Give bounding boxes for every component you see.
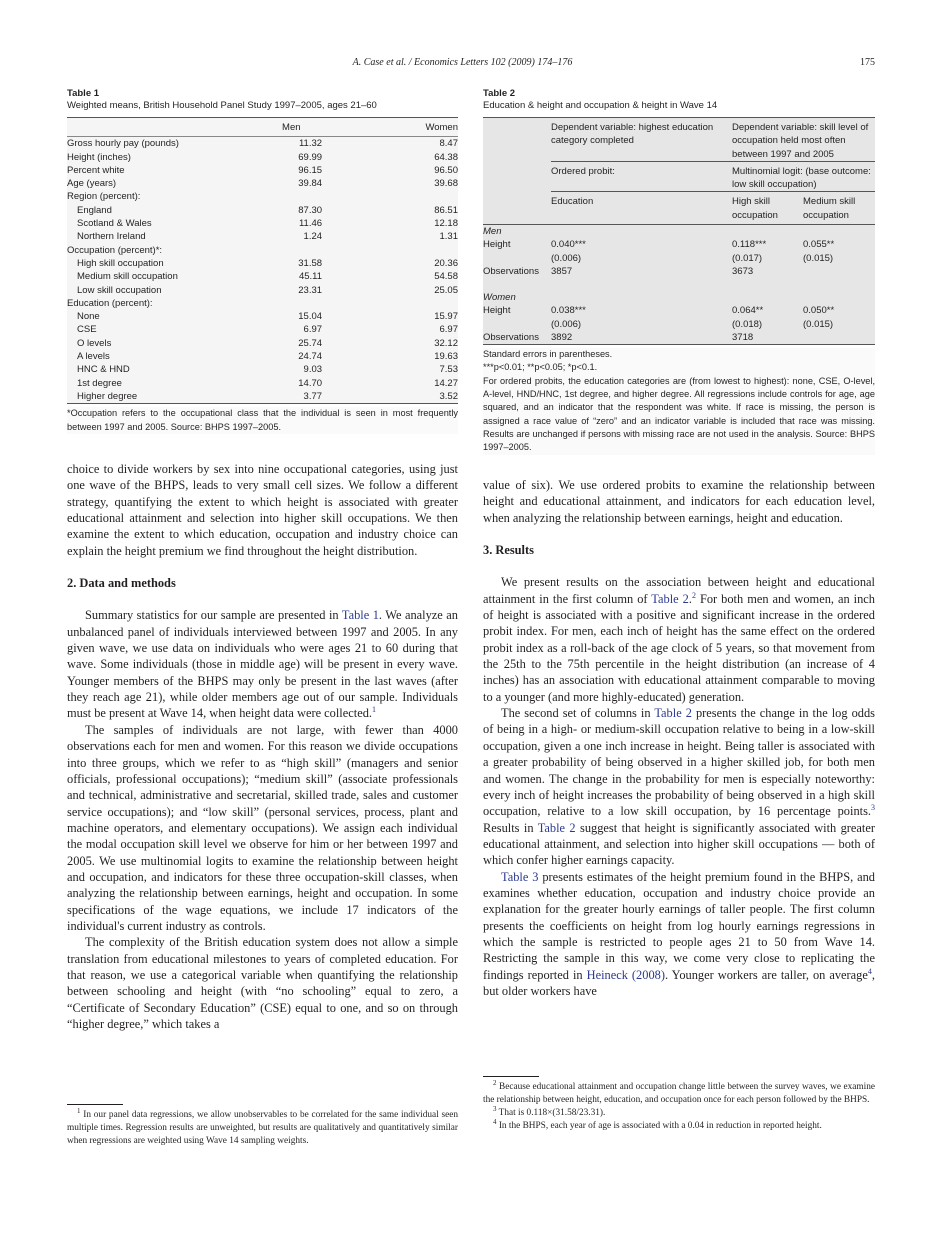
se-high-skill: (0.018) [732,318,763,330]
table-row [483,238,875,251]
table-row [67,177,458,190]
men-value: 11.46 [298,218,323,230]
table-row [67,350,458,363]
table-row [67,377,458,390]
empty-cell [483,318,551,331]
row-label: Percent white [67,164,125,176]
footnote-ref-1[interactable]: 1 [372,705,376,715]
table-1-link[interactable]: Table 1 [341,608,379,623]
obs-education: 3857 [551,265,573,277]
row-label: England [77,204,112,216]
text: Results in [483,820,538,835]
footnote-number: 1 [77,1106,81,1115]
women-value: 12.18 [434,218,458,230]
table-2-link[interactable]: Table 2 [654,706,692,721]
table-1-title: Table 1 [67,88,100,99]
paragraph: The samples of individuals are not large, with fewer than 4000 observations each for men and women. For this reason we divide occupations into three groups, which we refer to as “high skill” (managers and senior officials, professional occupations); “medium skill” (associate professionals and technical, administrative and secretarial, skilled trade, sales and customer service occupations); and “low skill” (personal services, process, plant and machine operators, and elementary occupations). We assign each individual the modal occupation skill level we observe for him or her between 1997 and 2005. We use multinomial logits to examine the relationship between height and occupation, and indicators for these three occupation-skill classes, when analyzing the relationship between earnings, height and occupation. In some specifications of the wage equations, we include 17 indicators of the individual's current industry as controls. [67,722,458,933]
table-row [67,297,458,310]
footnote-ref-2[interactable]: 2 [691,590,696,600]
men-value: 39.84 [298,178,323,190]
women-value: 64.38 [434,151,458,163]
paragraph [483,869,875,1000]
page-number: 175 [860,57,875,68]
table-2-link[interactable]: Table 2 [651,591,689,606]
men-value: 96.15 [298,164,323,176]
men-value: 9.03 [303,364,323,376]
footnote-rule [67,1104,123,1105]
row-label: O levels [77,337,112,349]
women-value: 54.58 [434,271,458,283]
women-value: 7.53 [439,364,458,376]
text: . We analyze an unbalanced panel of individuals interviewed between 1997 and 2005. In any given wave, we use data on individuals who were ages 21 to 60 during that wave. Some individuals (those in middle age) will be present in every wave. Younger members of the BHPS may only be present in the last waves (after they reach age 21), while older members age out of our sample. Individuals must be present at Wave 14, when height data were collected. [67,608,458,721]
table-row [67,137,458,151]
men-value: 6.97 [303,324,323,336]
table-row [67,390,458,404]
obs-occupation: 3673 [732,265,754,277]
women-value: 3.52 [439,390,458,402]
table-1-caption: Weighted means, British Household Panel Study 1997–2005, ages 21–60 [67,100,377,111]
row-label: High skill occupation [77,257,164,269]
row-label: Height [483,239,511,251]
text: , but older workers have [483,967,875,998]
table-2-notes [483,348,875,454]
women-value: 19.63 [434,351,458,363]
se-education: (0.006) [551,318,582,330]
row-label: Education (percent): [67,297,153,309]
table-1-note: *Occupation refers to the occupational class that the individual is seen in most frequently between 1997 and 2005. Source: BHPS 1997–2005. [67,407,458,434]
right-footnotes [483,1076,875,1133]
women-value: 96.50 [434,164,458,176]
women-value [322,297,458,310]
row-label: Region (percent): [67,191,141,203]
row-label: Height (inches) [67,151,131,163]
row-label: Observations [483,265,539,277]
footnote-text: Because educational attainment and occupation change little between the survey waves, we examine the relationship between height, education, and occupation once for each person followed by the BHPS. [483,1082,875,1105]
paragraph [483,705,875,868]
table-2 [483,88,875,455]
se-high-skill: (0.017) [732,252,763,264]
left-footnotes [67,1104,458,1148]
footnote-1 [67,1106,458,1148]
obs-occupation: 3718 [732,331,754,343]
men-value: 23.31 [298,284,323,296]
row-label: Occupation (percent)*: [67,244,163,256]
footnote-number: 2 [493,1078,497,1087]
table-row [483,265,875,278]
table-row [67,257,458,270]
women-value [322,190,458,203]
coef-education: 0.038*** [551,305,586,317]
paragraph: The complexity of the British education system does not allow a simple translation from educational milestones to years of completed education. For that reason, we use a categorical variable when quantifying the relationship between schooling and height (with “no schooling” equal to zero, a “Certificate of Secondary Education” (CSE) equal to one, and so on through “higher degree,” which takes a [67,935,458,1031]
footnote-4 [483,1117,875,1133]
row-label: Scotland & Wales [77,218,152,230]
table-row [67,363,458,376]
text: presents estimates of the height premium found in the BHPS, and examines whether education, occupation and industry choice provide an explanation for the greater hourly earnings of taller people. The first column presents the coefficients on height from log hourly earnings regressions in which the sample is restricted to people ages 21 to 50 from Wave 14. Restricting the sample in this way, we come very close to replicating the findings reported in [483,869,875,982]
table-2-note: ***p<0.01; **p<0.05; *p<0.1. [483,362,598,373]
model-multinomial-logit: Multinomial logit: (base outcome: low skill occupation) [732,161,875,192]
table-row [67,190,458,203]
row-label: Medium skill occupation [77,271,178,283]
men-value: 11.32 [298,138,323,150]
text: The second set of columns in [501,706,655,721]
table-row [67,204,458,217]
men-value: 31.58 [298,257,323,269]
men-value: 24.74 [298,351,323,363]
paragraph: choice to divide workers by sex into nine occupational categories, using just one wave of the BHPS, leads to very small cell sizes. We follow a different strategy, quantifying the extent to which height is associated with greater educational attainment and selection into higher skill occupations. We then examine the extent to which education, occupation and industry choice can explain the height premium we find throughout the height distribution. [67,462,458,558]
men-value: 69.99 [298,151,323,163]
table-row [67,284,458,297]
table-row [67,323,458,336]
table-row [483,252,875,265]
paragraph [483,574,875,705]
footnote-text: That is 0.118×(31.58/23.31). [498,1107,606,1118]
table-2-note: Standard errors in parentheses. [483,349,613,360]
row-label: Age (years) [67,178,117,190]
men-value [282,244,322,257]
women-value: 6.97 [439,324,458,336]
table-3-link[interactable]: Table 3 [501,869,539,884]
table-row [67,270,458,283]
table-row [67,151,458,164]
table-row [483,304,875,317]
paragraph: value of six). We use ordered probits to examine the relationship between height and educational attainment, and indicators for each education level, when analyzing the relationship between earnings, height and education. [483,478,875,525]
model-ordered-probit: Ordered probit: [551,161,732,192]
women-value: 32.12 [434,337,458,349]
section-heading-results: 3. Results [483,543,534,558]
dep-var-occupation: Dependent variable: skill level of occupation held most often between 1997 and 2005 [732,118,875,162]
women-value: 20.36 [434,257,458,269]
row-label: HNC & HND [77,364,130,376]
men-value: 3.77 [303,390,323,402]
table-2-grid [483,117,875,345]
table-row [67,337,458,350]
row-label: CSE [77,324,97,336]
coef-education: 0.040*** [551,239,586,251]
obs-education: 3892 [551,331,573,343]
text: We present results on the association between height and educational attainment in the first column of [483,575,875,606]
coef-medium-skill: 0.050** [803,305,835,317]
se-medium-skill: (0.015) [803,252,834,264]
women-value: 86.51 [434,204,458,216]
women-value: 39.68 [434,178,458,190]
se-education: (0.006) [551,252,582,264]
column-header-medium-skill: Medium skill occupation [803,196,856,221]
section-heading-data-methods: 2. Data and methods [67,576,176,591]
dep-var-education: Dependent variable: highest education category completed [551,118,732,162]
footnote-text: In our panel data regressions, we allow unobservables to be correlated for the same individual seen multiple times. Regression results are unweighted, but results are qualitatively and quantitatively similar when regressions are weighted using Wave 14 sampling weights. [67,1110,458,1146]
text: presents the change in the log odds of being in a high- or medium-skill occupation relative to being in a low-skill occupation, given a one inch increase in height. Being taller is associated with a greater probability of being observed in a higher skilled job, for both men and women. The change in the probability for men is especially noteworthy: every inch of height increases the probability of being observed in a high skill occupation, relative to a low skill occupation, by 16 percentage points. [483,706,876,819]
group-label: Women [483,291,516,303]
group-label: Men [483,226,502,238]
men-value: 1.24 [303,231,323,243]
left-column [67,461,458,1032]
table-1-grid [67,117,458,404]
table-row [483,331,875,345]
column-header-women: Women [322,118,458,137]
footnote-text: In the BHPS, each year of age is associated with a 0.04 in reduction in reported height. [498,1120,822,1131]
group-row [483,278,875,304]
row-label: Low skill occupation [77,284,162,296]
row-label: 1st degree [77,377,122,389]
table-row [67,164,458,177]
row-label: Gross hourly pay (pounds) [67,138,179,150]
women-value: 15.97 [434,311,458,323]
paragraph [67,607,458,721]
table-2-caption: Education & height and occupation & height in Wave 14 [483,100,718,111]
row-label: Higher degree [77,390,138,402]
text: For both men and women, an inch of height is associated with a positive and significant increase in the ordered probit index. For men, each inch of height has the same effect on the ordered probit index as a roll-back of the age clock of 5 years, so that movement from the 25th to the 75th percentile in the height distribution (an increase of 4 inches) has an association with educational attainment comparable to moving to a younger (and more highly-educated) generation. [483,591,876,704]
footnote-ref-4[interactable]: 4 [867,966,872,976]
empty-cell [483,252,551,265]
women-value: 25.05 [434,284,458,296]
women-value: 14.27 [434,377,458,389]
running-head: A. Case et al. / Economics Letters 102 (2009) 174–176 [352,57,573,68]
table-row [483,318,875,331]
text: Summary statistics for our sample are presented in [85,608,342,623]
men-value [282,190,322,203]
table-2-link[interactable]: Table 2 [537,820,576,835]
footnote-ref-3[interactable]: 3 [871,803,875,813]
women-value: 8.47 [439,138,458,150]
text: . [688,591,692,606]
row-label: Height [483,305,511,317]
coef-high-skill: 0.118*** [732,239,767,251]
text: suggest that height is significantly associated with greater educational attainment, and selection into higher skill occupations — both of which confer higher earnings capacity. [483,820,875,868]
coef-medium-skill: 0.055** [803,239,835,251]
footnote-number: 4 [493,1117,497,1126]
column-header-men: Men [282,118,322,137]
text: . Younger workers are taller, on average [664,967,868,982]
row-label: Northern Ireland [77,231,146,243]
table-2-note: For ordered probits, the education categories are (from lowest to highest): none, CSE, O-level, A-level, HND/HNC, 1st degree, and higher degree. All regressions include controls for age, age squared, and an indicator that the respondent was white. If race is missing, the person is assigned a race value of “zero” and an indicator variable is included that race was missing. Results are unchanged if persons with missing race are not used in the analysis. Source: BHPS 1997–2005. [483,375,875,453]
men-value: 14.70 [298,377,323,389]
table-1 [67,88,458,434]
footnote-3 [483,1104,875,1120]
se-medium-skill: (0.015) [803,318,834,330]
men-value: 45.11 [298,271,323,283]
women-value: 1.31 [439,231,458,243]
table-row [67,217,458,230]
heineck-2008-link[interactable]: Heineck (2008) [586,967,665,982]
footnote-rule [483,1076,539,1077]
table-row [67,230,458,243]
right-column [483,477,875,999]
footnote-number: 3 [493,1104,497,1113]
column-header-education: Education [551,196,594,208]
men-value: 87.30 [298,204,323,216]
row-label: A levels [77,351,110,363]
table-row [67,244,458,257]
men-value: 25.74 [298,337,323,349]
men-value: 15.04 [298,311,323,323]
group-row [483,225,875,239]
table-2-title: Table 2 [483,88,516,99]
table-row [67,310,458,323]
coef-high-skill: 0.064** [732,305,764,317]
men-value [282,297,322,310]
column-header-high-skill: High skill occupation [732,196,778,221]
row-label: None [77,311,100,323]
row-label: Observations [483,331,539,343]
footnote-2 [483,1078,875,1107]
women-value [322,244,458,257]
